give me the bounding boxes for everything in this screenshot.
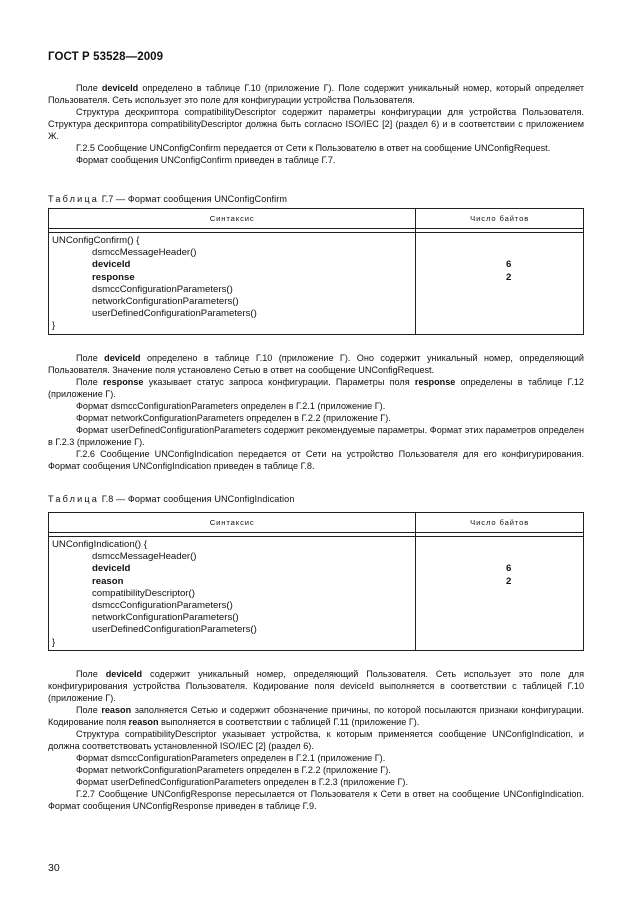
format-table-g7 bbox=[48, 208, 584, 335]
byte-count bbox=[416, 539, 583, 551]
byte-count: 6 bbox=[506, 259, 512, 271]
paragraph: Поле response указывает статус запроса конфигурации. Параметры поля response определены в таблице Г.12 (приложение Г). bbox=[48, 377, 584, 399]
syntax-line: userDefinedConfigurationParameters() bbox=[92, 308, 257, 320]
paragraph: Формат сообщения UNConfigConfirm приведен в таблице Г.7. bbox=[76, 155, 336, 165]
byte-count bbox=[416, 235, 583, 247]
byte-count: 6 bbox=[506, 563, 512, 575]
syntax-line: } bbox=[52, 320, 56, 332]
format-table-g8 bbox=[48, 512, 584, 651]
table-header-row bbox=[49, 513, 584, 533]
syntax-cell bbox=[49, 537, 416, 651]
column-header-syntax: Синтаксис bbox=[49, 209, 416, 229]
standard-header: ГОСТ Р 53528—2009 bbox=[48, 51, 164, 63]
byte-count bbox=[416, 588, 583, 600]
byte-count bbox=[416, 624, 583, 636]
byte-count bbox=[416, 600, 583, 612]
byte-count: 2 bbox=[506, 271, 512, 283]
syntax-line: } bbox=[52, 636, 56, 648]
syntax-line: reason bbox=[92, 575, 124, 587]
text-block-1 bbox=[48, 82, 584, 166]
table-caption: Таблица Г.7 — Формат сообщения UNConfigConfirm bbox=[48, 194, 288, 204]
paragraph: Формат userDefinedConfigurationParameters содержит рекомендуемые параметры. Формат этих параметров определен в Г.2.3 (приложение Г). bbox=[48, 425, 584, 447]
syntax-line: dsmccMessageHeader() bbox=[92, 551, 197, 563]
paragraph: Г.2.5 Сообщение UNConfigConfirm передается от Сети к Пользователю в ответ на сообщение UNConfigRequest. bbox=[76, 143, 551, 153]
table-caption: Таблица Г.8 — Формат сообщения UNConfigIndication bbox=[48, 494, 295, 504]
syntax-lines bbox=[49, 539, 415, 649]
paragraph: Формат networkConfigurationParameters определен в Г.2.2 (приложение Г). bbox=[76, 413, 391, 423]
byte-count bbox=[416, 612, 583, 624]
syntax-line: dsmccConfigurationParameters() bbox=[92, 599, 233, 611]
syntax-line: compatibilityDescriptor() bbox=[92, 587, 195, 599]
syntax-line: UNConfigIndication() { bbox=[52, 539, 147, 550]
table-body-row bbox=[49, 233, 584, 335]
syntax-line: response bbox=[92, 271, 135, 283]
bytes-lines bbox=[416, 539, 583, 649]
page-number: 30 bbox=[48, 862, 60, 874]
paragraph: Поле deviceId содержит уникальный номер, определяющий Пользователя. Сеть использует это поле для конфигурирования устройства Пользователя. Кодирование поля deviceId выполняется в соответствии с таблицей Г.10 (приложение Г). bbox=[48, 669, 584, 703]
syntax-line: networkConfigurationParameters() bbox=[92, 612, 239, 624]
syntax-line: dsmccMessageHeader() bbox=[92, 247, 197, 259]
paragraph: Формат dsmccConfigurationParameters определен в Г.2.1 (приложение Г). bbox=[76, 753, 386, 763]
bytes-cell bbox=[416, 537, 584, 651]
byte-count bbox=[416, 308, 583, 320]
syntax-line: deviceId bbox=[92, 563, 131, 575]
text-block-3 bbox=[48, 668, 584, 812]
byte-count bbox=[416, 247, 583, 259]
byte-count bbox=[416, 284, 583, 296]
paragraph: Формат dsmccConfigurationParameters определен в Г.2.1 (приложение Г). bbox=[76, 401, 386, 411]
byte-count bbox=[416, 320, 583, 332]
paragraph: Структура дескриптора compatibilityDescriptor содержит параметры конфигурации для устройства Пользователя. Структура дескриптора compatibilityDescriptor должна быть согласно ISO/IEC [2] (раздел 6) и в соответствии с приложением Ж. bbox=[48, 107, 584, 141]
syntax-line: dsmccConfigurationParameters() bbox=[92, 283, 233, 295]
table-header-row bbox=[49, 209, 584, 229]
syntax-lines bbox=[49, 235, 415, 333]
column-header-syntax: Синтаксис bbox=[49, 513, 416, 533]
paragraph: Формат networkConfigurationParameters определен в Г.2.2 (приложение Г). bbox=[76, 765, 391, 775]
paragraph: Поле deviceId определено в таблице Г.10 (приложение Г). Поле содержит уникальный номер, который определяет Пользователя. Сеть использует это поле для конфигурации устройства Пользователя. bbox=[48, 83, 584, 105]
syntax-line: deviceId bbox=[92, 259, 131, 271]
byte-count: 2 bbox=[506, 575, 512, 587]
paragraph: Г.2.6 Сообщение UNConfigIndication передается от Сети на устройство Пользователя для его конфигурирования. Формат сообщения UNConfigIndication приведен в таблице Г.8. bbox=[48, 449, 584, 471]
syntax-line: networkConfigurationParameters() bbox=[92, 295, 239, 307]
bytes-lines bbox=[416, 235, 583, 333]
table-body-row bbox=[49, 537, 584, 651]
paragraph: Формат userDefinedConfigurationParameters определен в Г.2.3 (приложение Г). bbox=[76, 777, 408, 787]
column-header-bytes: Число байтов bbox=[416, 209, 584, 229]
byte-count bbox=[416, 551, 583, 563]
bytes-cell bbox=[416, 233, 584, 335]
byte-count bbox=[416, 296, 583, 308]
paragraph: Г.2.7 Сообщение UNConfigResponse пересылается от Пользователя к Сети в ответ на сообщение UNConfigIndication. Формат сообщения UNConfigResponse приведен в таблице Г.9. bbox=[48, 789, 584, 811]
column-header-bytes: Число байтов bbox=[416, 513, 584, 533]
paragraph: Поле reason заполняется Сетью и содержит обозначение причины, по которой посылаются признаки конфигурации. Кодирование поля reason выполняется в соответствии с таблицей Г.11 (приложение Г). bbox=[48, 705, 584, 727]
syntax-line: userDefinedConfigurationParameters() bbox=[92, 624, 257, 636]
byte-count bbox=[416, 637, 583, 649]
paragraph: Поле deviceId определено в таблице Г.10 (приложение Г). Оно содержит уникальный номер, определяющий Пользователя. Значение поля установлено Сетью в ответ на сообщение UNConfigRequest. bbox=[48, 353, 584, 375]
text-block-2 bbox=[48, 352, 584, 472]
syntax-line: UNConfigConfirm() { bbox=[52, 235, 140, 246]
paragraph: Структура compatibilityDescriptor указывает устройства, к которым применяется сообщение UNConfigIndication, и должна соответствовать установленной ISO/IEC [2] (раздел 6). bbox=[48, 729, 584, 751]
syntax-cell bbox=[49, 233, 416, 335]
